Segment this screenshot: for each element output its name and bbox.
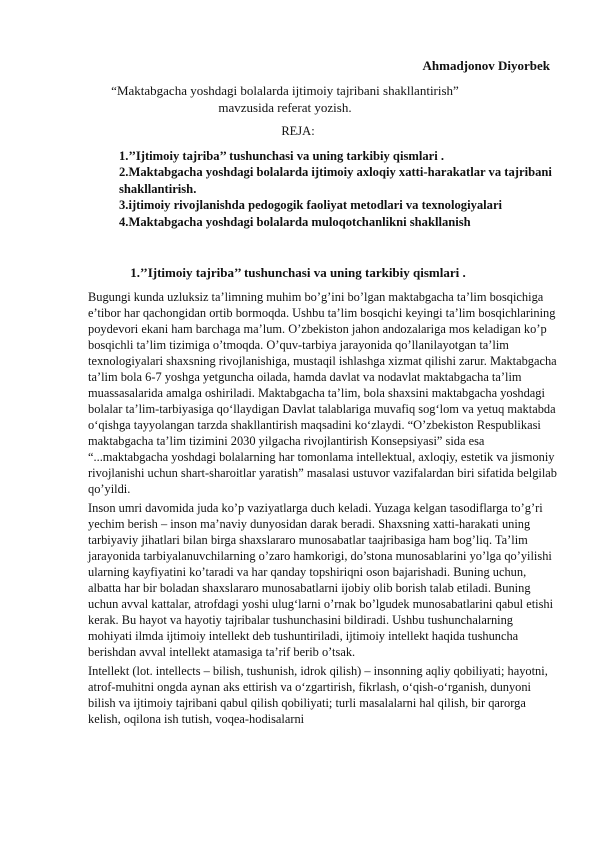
paragraph: Inson umri davomida juda ko’p vaziyatlarga duch keladi. Yuzaga kelgan tasodiflarga to’g’ri yechim berish – inson ma’naviy dunyosidan darak beradi. Shaxsning xatti-harakati uning tarbiyaviy jihatlari bilan birga shaxslararo munosabatlar taajribasiga ham bog’liq. Ta’lim jarayonida tarbiyalanuvchilarning o’zaro hamkorigi, do’stona munosablarini yo’lga qo’yilishi ularning kayfiyatini ko’taradi va har qanday topshiriqni oson bajarishadi. Buning uchun, albatta har bir boladan shaxslararo munosabatlarni ijobiy olib borish talab etiladi. Buning uchun avval kattalar, atrofdagi yoshi ulug‘larni o’rnak bo’lgudek munosabatlarini qabul etishi kerak. Bu hayot va hayotiy tajribalar tushunchasini bildiradi. Ushbu tushunchalarning mohiyati ilmda ijtimoiy intellekt deb tushuntiriladi, ijtimoiy intellekt haqida tushuncha berishdan avval intellekt atamasiga ta’rif berib o’tsak. (88, 501, 554, 659)
plan-item: 3.ijtimoiy rivojlanishda pedogogik faoliyat metodlari va texnologiyalari (119, 198, 503, 213)
plan-title: REJA: (281, 124, 315, 138)
plan-item: 1.’’Ijtimoiy tajriba’’ tushunchasi va uning tarkibiy qismlari . (119, 149, 445, 163)
paragraph: Bugungi kunda uzluksiz ta’limning muhim bo’g’ini bo’lgan maktabgacha ta’lim bosqichiga e’tibor har qachongidan ortib bormoqda. Ushbu ta’lim bosqichi keyingi ta’lim bosqichlarining poydevori ekani ham barchaga ma’lum. O’zbekiston jahon andozalariga mos keladigan ko’p bosqichli ta’lim tizimiga o’tmoqda. O’quv-tarbiya jarayonida qo’llanilayotgan ta’lim texnologiyalari shaxsning rivojlanishiga, mustaqil ishlashga xizmat qilishi zarur. Maktabgacha ta’lim bola 6-7 yoshga yetguncha oilada, hamda davlat va nodavlat maktabgacha ta’lim muassasalarida amalga oshiriladi. Maktabgacha ta’lim, bola shaxsini maktabgacha yoshdagi bolalar ta’lim-tarbiyasiga qo‘llaydigan Davlat talablariga muvafiq sog‘lom va yetuq maktabda o‘qishga tayyolangan tarzda shakllantirish maqsadini ko‘zlaydi. “O’zbekiston Respublikasi maktabgacha ta’lim tizimini 2030 yilgacha rivojlantirish Konsepsiyasi” sida esa “...maktabgacha yoshdagi bolalarning har tomonlama intellektual, axloqiy, estetik va jismoniy rivojlanishi uchun shart-sharoitlar yaratish” masalasi ustuvor vazifalardan biri sifatida belgilab qo’yildi. (88, 290, 557, 496)
plan-item: 4.Maktabgacha yoshdagi bolalarda muloqotchanlikni shakllanish (119, 214, 471, 229)
author-name: Ahmadjonov Diyorbek (422, 58, 550, 73)
body-text (88, 289, 558, 730)
paragraph: Intellekt (lot. intellects – bilish, tushunish, idrok qilish) – insonning aqliy qobiliyati; hayotni, atrof-muhitni ongda aynan aks ettirish va o‘zgartirish, fikrlash, o‘qish-o‘rganish, dunyoni bilish va ijtimoiy tajribani qabul qilish qobiliyati; turli masalalarni hal qilish, bir qarorga kelish, oqilona ish tutish, voqea-hodisalarni (88, 664, 548, 726)
plan-list (119, 148, 559, 230)
section-heading: 1.’’Ijtimoiy tajriba’’ tushunchasi va uning tarkibiy qismlari . (130, 265, 466, 280)
topic-line: “Maktabgacha yoshdagi bolalarda ijtimoiy tajribani shakllantirish” mavzusida referat yozish. (111, 83, 459, 115)
plan-item: 2.Maktabgacha yoshdagi bolalarda ijtimoiy axloqiy xatti-harakatlar va tajribani shakllantirish. (119, 165, 552, 196)
